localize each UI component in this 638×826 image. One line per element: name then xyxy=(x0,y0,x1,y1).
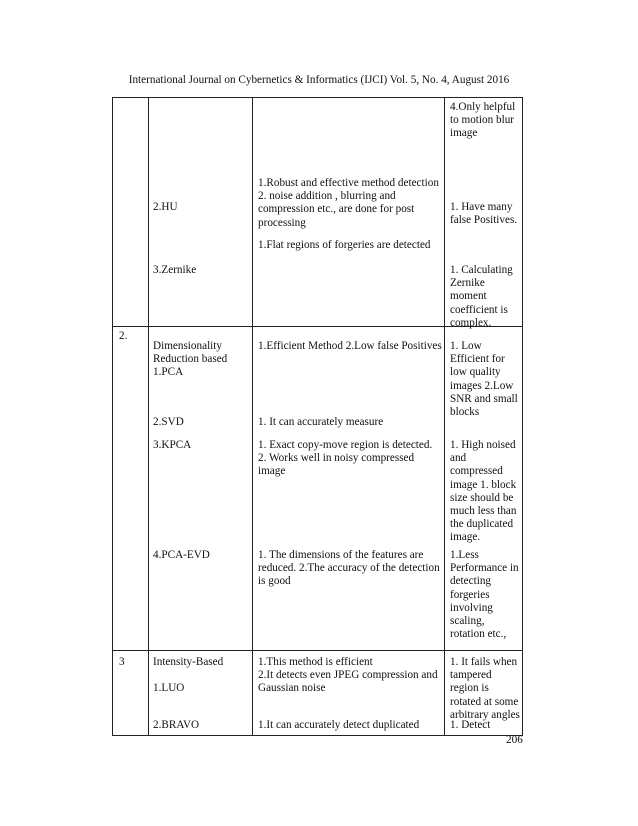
method-zernike: 3.Zernike xyxy=(153,264,197,276)
advantage-hu: 1.Robust and effective method detection 2. noise addition , blurring and compression etc., are done for post processing xyxy=(258,177,439,229)
advantage-pca-evd: 1. The dimensions of the features are reduced. 2.The accuracy of the detection is good xyxy=(258,549,440,588)
page-number: 206 xyxy=(506,734,523,746)
method-kpca: 3.KPCA xyxy=(153,439,192,451)
table-bottom-rule xyxy=(112,735,523,736)
column-rule-4 xyxy=(444,97,445,735)
advantage-luo: 1.This method is efficient 2.It detects even JPEG compression and Gaussian noise xyxy=(258,656,438,695)
advantage-pca: 1.Efficient Method 2.Low false Positives xyxy=(258,340,442,352)
column-rule-2 xyxy=(148,97,149,735)
method-svd: 2.SVD xyxy=(153,416,184,428)
method-pca-evd: 4.PCA-EVD xyxy=(153,549,210,561)
method-luo: 1.LUO xyxy=(153,682,185,694)
limitation-motion-blur: 4.Only helpful to motion blur image xyxy=(450,101,516,140)
table-top-rule xyxy=(112,97,523,98)
advantage-bravo: 1.It can accurately detect duplicated xyxy=(258,719,420,731)
column-rule-1 xyxy=(112,97,113,735)
advantage-kpca: 1. Exact copy-move region is detected. 2. Works well in noisy compressed image xyxy=(258,439,433,478)
limitation-pca-evd: 1.Less Performance in detecting forgeries involving scaling, rotation etc., xyxy=(450,549,519,641)
technique-category: Dimensionality Reduction based xyxy=(153,340,228,366)
advantage-zernike: 1.Flat regions of forgeries are detected xyxy=(258,239,431,251)
row-rule-2 xyxy=(112,650,523,651)
limitation-hu: 1. Have many false Positives. xyxy=(450,201,518,227)
method-pca: 1.PCA xyxy=(153,366,184,378)
column-rule-5 xyxy=(522,97,523,735)
column-rule-3 xyxy=(252,97,253,735)
technique-category: Intensity-Based xyxy=(153,656,224,668)
limitation-kpca: 1. High noised and compressed image 1. block size should be much less than the duplicated image. xyxy=(450,439,517,544)
row-number: 3 xyxy=(119,656,125,668)
limitation-bravo: 1. Detect xyxy=(450,719,491,731)
advantage-svd: 1. It can accurately measure xyxy=(258,416,384,428)
limitation-zernike: 1. Calculating Zernike moment coefficient is complex. xyxy=(450,264,513,329)
method-bravo: 2.BRAVO xyxy=(153,719,200,731)
method-hu: 2.HU xyxy=(153,201,178,213)
journal-header: International Journal on Cybernetics & Informatics (IJCI) Vol. 5, No. 4, August 2016 xyxy=(128,74,510,86)
row-number: 2. xyxy=(119,330,128,342)
limitation-luo: 1. It fails when tampered region is rotated at some arbitrary angles xyxy=(450,656,520,721)
limitation-pca: 1. Low Efficient for low quality images 2.Low SNR and small blocks xyxy=(450,340,518,419)
